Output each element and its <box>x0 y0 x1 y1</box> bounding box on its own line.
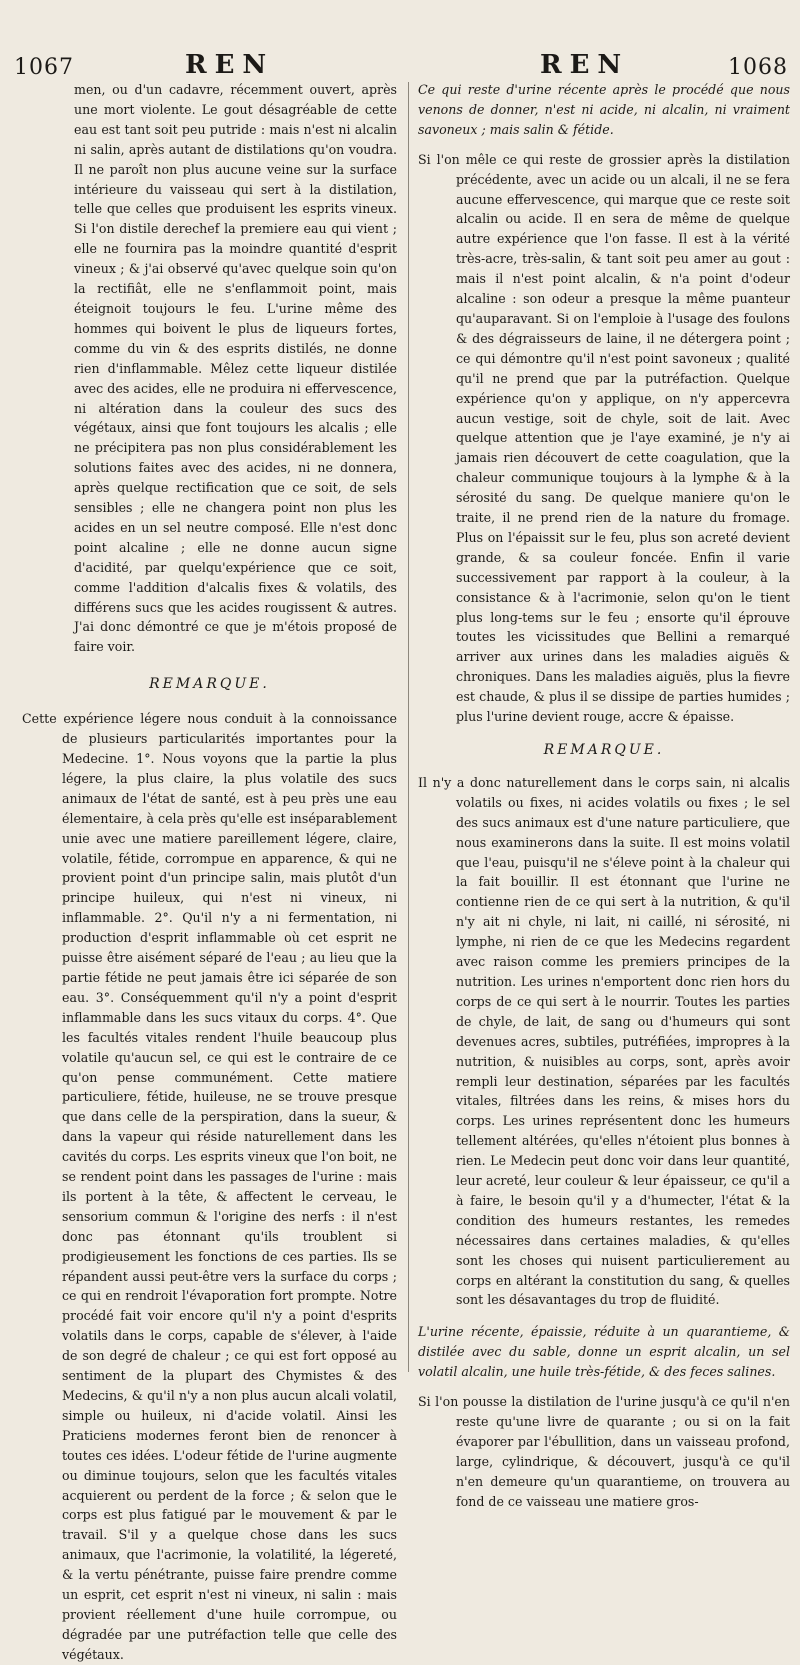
right-paragraph-1: Si l'on mêle ce qui reste de grossier après la distilation précédente, avec un acide ou un alcali, il ne se fera aucune effervescence, qui marque que ce reste soit alcalin ou acide. Il en sera de même de quelque autre expérience que l'on fasse. Il est à la vérité très-acre, très-salin, & tant soit peu amer au gout : mais il n'est point alcalin, & n'a point d'odeur alcaline : son odeur a presque la même puanteur qu'auparavant. Si on l'emploie à l'usage des foulons & des dégraisseurs de laine, il ne détergera point ; ce qui démontre qu'il n'est point savoneux ; qualité qu'il ne prend que par la putréfaction. Quelque expérience qu'on y applique, on n'y appercevra aucun vestige, soit de chyle, soit de lait. Avec quelque attention que je l'aye examiné, je n'y ai jamais rien découvert de cette coagulation, que la chaleur communique toujours à la lymphe & à la sérosité du sang. De quelque maniere qu'on le traite, il ne prend rien de la nature du fromage. Plus on l'épaissit sur le feu, plus son acreté devient grande, & sa couleur foncée. Enfin il varie successivement par rapport à la couleur, à la consistance & à l'acrimonie, selon qu'on le tient plus long-tems sur le feu ; ensorte qu'il éprouve toutes les vicissitudes que Bellini a remarqué arriver aux urines dans les maladies aiguës & chroniques. Dans les maladies aiguës, plus la fievre est chaude, & plus il se dissipe de parties humides ; plus l'urine devient rouge, accre & épaisse. <box>418 151 790 725</box>
right-paragraph-2: Il n'y a donc naturellement dans le corps sain, ni alcalis volatils ou fixes, ni acides volatils ou fixes ; le sel des sucs animaux est d'une nature particuliere, que nous examinerons dans la suite. Il est moins volatil que l'eau, puisqu'il ne s'éleve point à la chaleur qui la fait bouillir. Il est étonnant que l'urine ne contienne rien de ce qui sert à la nutrition, & qu'il n'y ait ni chyle, ni lait, ni caillé, ni sérosité, ni lymphe, ni rien de ce que les Medecins regardent avec raison comme les premiers principes de la nutrition. Les urines n'emportent donc rien hors du corps de ce qui sert à le nourrir. Toutes les parties de chyle, de lait, de sang ou d'humeurs qui sont devenues acres, subtiles, putréfiées, impropres à la nutrition, & nuisibles au corps, sont, après avoir rempli leur destination, séparées par les facultés vitales, filtrées dans les reins, & mises hors du corps. Les urines représentent donc les humeurs tellement altérées, qu'elles n'étoient plus bonnes à rien. Le Medecin peut donc voir dans leur quantité, leur acreté, leur couleur & leur épaisseur, ce qu'il a à faire, le besoin qu'il y a d'humecter, l'état & la condition des humeurs restantes, les remedes nécessaires dans certaines maladies, & qu'elles sont les choses qui nuisent particulierement au corps en altérant la constitution du sang, & quelles sont les désavantages du trop de fluidité. <box>418 774 790 1308</box>
right-remarque-heading: REMARQUE. <box>543 742 665 758</box>
right-section-title-1: Ce qui reste d'urine récente après le procédé que nous venons de donner, n'est ni acide, ni alcalin, ni vraiment savoneux ; mais salin & fétide. <box>418 82 790 137</box>
left-column <box>22 80 397 1665</box>
left-remarque-heading: REMARQUE. <box>149 676 270 693</box>
left-paragraph-2: Cette expérience légere nous conduit à la connoissance de plusieurs particularités importantes pour la Medecine. 1°. Nous voyons que la partie la plus légere, la plus claire, la plus volatile des sucs animaux de l'état de santé, est à peu près une eau élementaire, à cela près qu'elle est inséparablement unie avec une matiere pareillement légere, claire, volatile, fétide, corrompue en apparence, & qui ne provient point d'un principe salin, mais plutôt d'un principe huileux, qui n'est ni vineux, ni inflammable. 2°. Qu'il n'y a ni fermentation, ni production d'esprit inflammable où cet esprit ne puisse être aisément séparé de l'eau ; au lieu que la partie fétide ne peut jamais être ici séparée de son eau. 3°. Conséquemment qu'il n'y a point d'esprit inflammable dans les sucs vitaux du corps. 4°. Que les facultés vitales rendent l'huile beaucoup plus volatile qu'aucun sel, ce qui est le contraire de ce qu'on pense communément. Cette matiere particuliere, fétide, huileuse, ne se trouve presque que dans celle de la perspiration, dans la sueur, & dans la vapeur qui réside naturellement dans les cavités du corps. Les esprits vineux que l'on boit, ne se rendent point dans les passages de l'urine : mais ils portent à la tête, & affectent le cerveau, le sensorium commun & l'origine des nerfs : il n'est donc pas étonnant qu'ils troublent si prodigieusement les fonctions de ces parties. Ils se répandent aussi peut-être vers la surface du corps ; ce qui en rendroit l'évaporation fort prompte. Notre procédé fait voir encore qu'il n'y a point d'esprits volatils dans le corps, capable de s'élever, à l'aide de son degré de chaleur ; ce qui est fort opposé au sentiment de la plupart des Chymistes & des Medecins, & qu'il n'y a non plus aucun alcali volatil, simple ou huileux, ni d'acide volatil. Ainsi les Praticiens modernes feront bien de renoncer à toutes ces idées. L'odeur fétide de l'urine augmente ou diminue toujours, selon que les facultés vitales acquierent ou perdent de la force ; & selon que le corps est plus fatigué par le mouvement & par le travail. S'il y a quelque chose dans les sucs animaux, que l'acrimonie, la volatilité, la légereté, & la vertu pénétrante, puisse faire prendre comme un esprit, cet esprit n'est ni vineux, ni salin : mais provient réellement d'une huile corrompue, ou dégradée par une putréfaction telle que celle des végétaux. <box>22 711 397 1662</box>
right-paragraph-3: Si l'on pousse la distilation de l'urine jusqu'à ce qu'il n'en reste qu'une livre de quarante ; ou si on la fait évaporer par l'ébullition, dans un vaisseau profond, large, cylindrique, & découvert, jusqu'à ce qu'il n'en demeure qu'un quarantieme, on trouvera au fond de ce vaisseau une matiere gros- <box>418 1394 790 1509</box>
page-number-right: 1068 <box>728 55 788 80</box>
right-section-title-2: L'urine récente, épaissie, réduite à un quarantieme, & distilée avec du sable, donne un esprit alcalin, un sel volatil alcalin, une huile très-fétide, & des feces salines. <box>418 1324 790 1380</box>
column-divider <box>408 82 409 1372</box>
right-column <box>418 80 790 1512</box>
page-number-left: 1067 <box>14 55 74 80</box>
left-paragraph-1: men, ou d'un cadavre, récemment ouvert, après une mort violente. Le gout désagréable de cette eau est tant soit peu putride : mais n'est ni alcalin ni salin, après autant de distilations qu'on voudra. Il ne paroît non plus aucune veine sur la surface intérieure du vaisseau qui sert à la distilation, telle que celles que produisent les esprits vineux. Si l'on distile derechef la premiere eau qui vient ; elle ne fournira pas la moindre quantité d'esprit vineux ; & j'ai observé qu'avec quelque soin qu'on la rectifiât, elle ne s'enflammoit point, mais éteignoit toujours le feu. L'urine même des hommes qui boivent le plus de liqueurs fortes, comme du vin & des esprits distilés, ne donne rien d'inflammable. Mêlez cette liqueur distilée avec des acides, elle ne produira ni effervescence, ni altération dans la couleur des sucs des végétaux, ainsi que font toujours les alcalis ; elle ne précipitera pas non plus considérablement les solutions faites avec des acides, ni ne donnera, après quelque rectification que ce soit, de sels sensibles ; elle ne changera point non plus les acides en un sel neutre composé. Elle n'est donc point alcaline ; elle ne donne aucun signe d'acidité, par quelqu'expérience que ce soit, comme l'addition d'alcalis fixes & volatils, des différens sucs que les acides rougissent & autres. J'ai donc démontré ce que je m'étois proposé de faire voir. <box>74 82 397 655</box>
running-head-left: REN <box>185 50 275 80</box>
running-head-right: REN <box>540 50 630 80</box>
